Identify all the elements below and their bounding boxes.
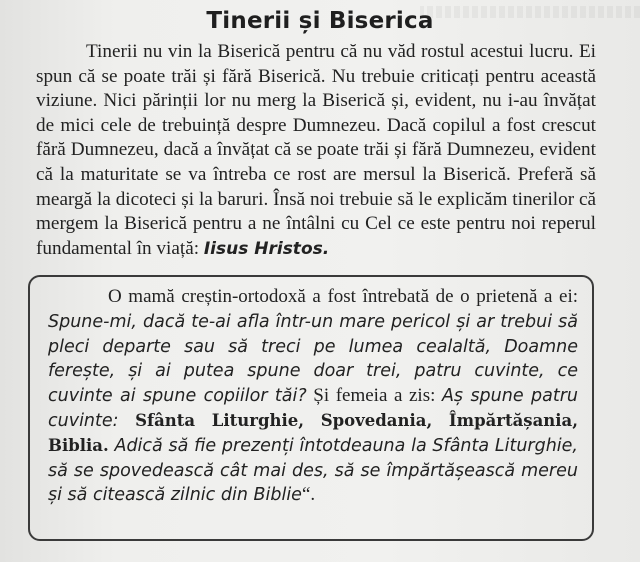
box-lead: O mamă creștin-ortodoxă a fost întrebată de o prietenă a ei:	[108, 286, 578, 307]
quote-box-text	[48, 285, 578, 508]
box-question: Spune-mi, dacă te-ai afla într-un mare pericol și ar trebui să pleci departe sau să treci pe lumea cealaltă, Doamne ferește, și ai putea spune doar trei, patru cuvinte, ce cuvinte ai spune copiilor tăi?	[48, 311, 578, 407]
page-title: Tinerii și Biserica	[206, 8, 434, 34]
intro-emphasis: Iisus Hristos.	[203, 238, 330, 259]
box-answer-start: Aș spune patru cuvinte:	[48, 386, 578, 431]
box-four-words: Sfânta Liturghie, Spovedania, Împărtășania, Biblia.	[48, 410, 578, 455]
intro-text: Tinerii nu vin la Biserică pentru că nu văd rostul acestui lucru. Ei spun că se poate trăi și fără Biserică. Nu trebuie criticați pentru această viziune. Nici părinții lor nu merg la Biserică și, evident, nu i-au învățat de mici cele de trebuință despre Dumnezeu. Dacă copilul a fost crescut fără Dumnezeu, dacă a învățat că se poate trăi și fără Dumnezeu, evident că la maturitate se va întreba ce rost are mersul la Biserică. Preferă să meargă la dicoteci și la baruri. Însă noi trebuie să le explicăm tinerilor că mergem la Biserică pentru a ne întâlni cu Cel ce este pentru noi reperul fundamental în viață:	[36, 41, 596, 259]
intro-paragraph	[36, 40, 596, 261]
quote-box	[28, 275, 594, 541]
box-mid: Și femeia a zis:	[306, 385, 442, 407]
box-closing-quote: “.	[301, 484, 316, 506]
box-answer-end: Adică să fie prezenți întotdeauna la Sfânta Liturghie, să se spovedească cât mai des, să se împărtășească mereu și să citească zilnic din Biblie	[48, 435, 578, 506]
